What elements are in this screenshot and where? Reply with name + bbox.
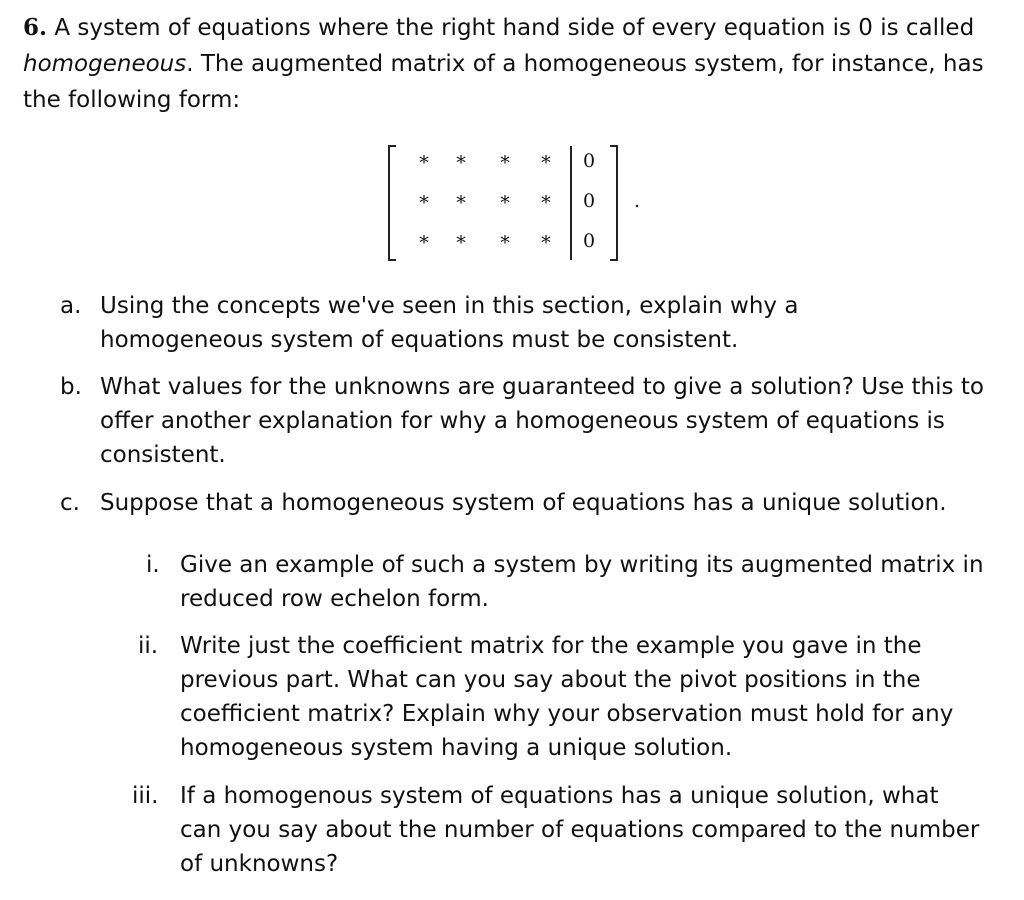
matrix-cell: * (500, 232, 510, 254)
subpart-i-label: i. (146, 552, 160, 578)
term-homogeneous: homogeneous (23, 51, 187, 77)
part-a-label: a. (60, 293, 82, 319)
matrix-cell: 0 (582, 150, 596, 172)
part-b-label: b. (60, 374, 82, 400)
problem-number: 6. (23, 14, 48, 41)
part-c-label: c. (60, 490, 80, 516)
matrix-cell: * (541, 232, 551, 254)
matrix-cell: * (541, 192, 551, 214)
subpart-iii-label: iii. (132, 783, 159, 809)
subpart-ii-label: ii. (138, 633, 159, 659)
subpart-ii-text: Write just the coefficient matrix for the example you gave in the previous part. What can you say about the pivot positions in the coefficient matrix? Explain why your observation must hold for any homogeneous system having a unique solution. (180, 633, 954, 761)
matrix-cell: * (419, 152, 429, 174)
part-a-text: Using the concepts we've seen in this section, explain why a homogeneous system of equations must be consistent. (100, 293, 799, 353)
part-b-text: What values for the unknowns are guaranteed to give a solution? Use this to offer another explanation for why a homogeneous system of equations is consistent. (100, 374, 984, 468)
matrix-cell: * (541, 152, 551, 174)
problem-intro (23, 10, 993, 118)
matrix-cell: * (500, 192, 510, 214)
subpart-iii-text: If a homogenous system of equations has a unique solution, what can you say about the number of equations compared to the number of unknowns? (180, 783, 980, 877)
matrix-cell: 0 (582, 230, 596, 252)
right-bracket (610, 145, 618, 261)
matrix-cell: * (419, 192, 429, 214)
matrix-cell: * (456, 192, 466, 214)
part-c-text: Suppose that a homogeneous system of equations has a unique solution. (100, 490, 947, 516)
subpart-i-text: Give an example of such a system by writing its augmented matrix in reduced row echelon form. (180, 552, 984, 612)
intro-text-start: A system of equations where the right hand side of every equation is 0 is called (47, 15, 975, 41)
matrix-cell: * (456, 152, 466, 174)
matrix-cell: * (500, 152, 510, 174)
left-bracket (388, 145, 396, 261)
matrix-cell: 0 (582, 190, 596, 212)
intro-text-end: . The augmented matrix of a homogeneous system, for instance, has the following form: (23, 51, 984, 113)
matrix-cell: * (456, 232, 466, 254)
matrix-trailing-period: . (634, 190, 641, 212)
matrix-cell: * (419, 232, 429, 254)
augment-divider (570, 146, 572, 260)
